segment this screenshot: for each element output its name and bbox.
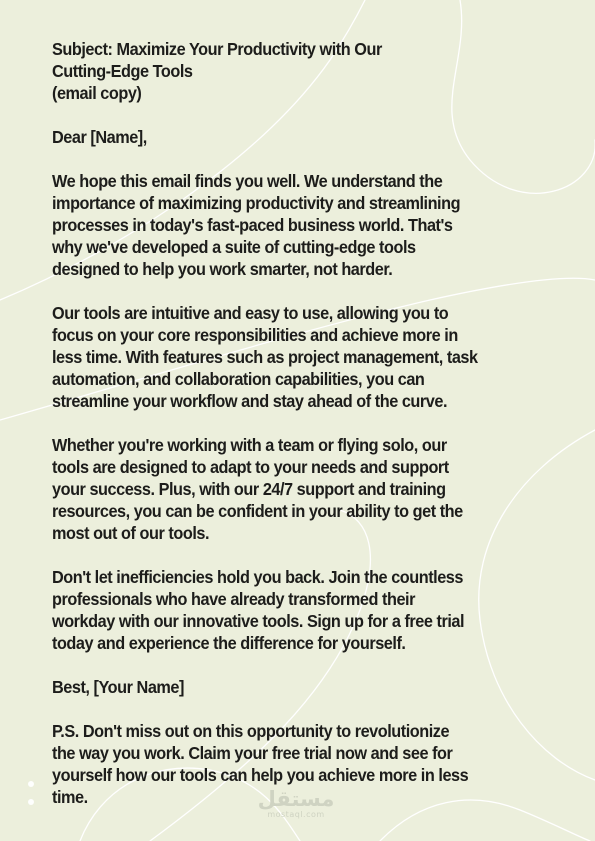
decor-dot bbox=[28, 781, 34, 787]
paragraph-line: Don't let inefficiencies hold you back. Join the countless bbox=[52, 567, 463, 587]
watermark-logo-text: مستقل bbox=[257, 787, 335, 811]
mostaql-watermark bbox=[256, 788, 336, 820]
signoff: Best, [Your Name] bbox=[52, 677, 184, 697]
paragraph-line: resources, you can be confident in your ability to get the bbox=[52, 501, 463, 521]
greeting: Dear [Name], bbox=[52, 127, 147, 147]
paragraph-line: designed to help you work smarter, not harder. bbox=[52, 259, 393, 279]
greeting-block bbox=[52, 126, 522, 148]
postscript-line: yourself how our tools can help you achieve more in less bbox=[52, 765, 469, 785]
subject-line: Cutting-Edge Tools bbox=[52, 61, 193, 81]
paragraph-line: professionals who have already transformed their bbox=[52, 589, 415, 609]
paragraph-line: automation, and collaboration capabilities, you can bbox=[52, 369, 425, 389]
paragraph-line: workday with our innovative tools. Sign up for a free trial bbox=[52, 611, 465, 631]
paragraph-1 bbox=[52, 170, 522, 280]
paragraph-line: tools are designed to adapt to your needs and support bbox=[52, 457, 449, 477]
postscript-line: time. bbox=[52, 787, 88, 807]
paragraph-line: focus on your core responsibilities and achieve more in bbox=[52, 325, 458, 345]
paragraph-line: why we've developed a suite of cutting-edge tools bbox=[52, 237, 416, 257]
paragraph-line: We hope this email finds you well. We understand the bbox=[52, 171, 443, 191]
paragraph-line: streamline your workflow and stay ahead of the curve. bbox=[52, 391, 448, 411]
postscript-line: P.S. Don't miss out on this opportunity to revolutionize bbox=[52, 721, 450, 741]
decorative-dots bbox=[28, 781, 34, 817]
paragraph-line: your success. Plus, with our 24/7 support and training bbox=[52, 479, 446, 499]
paragraph-line: processes in today's fast-paced business world. That's bbox=[52, 215, 453, 235]
signoff-block bbox=[52, 676, 522, 698]
decor-dot bbox=[28, 799, 34, 805]
paragraph-4 bbox=[52, 566, 522, 654]
paragraph-line: today and experience the difference for yourself. bbox=[52, 633, 406, 653]
watermark-domain: mostaql.com bbox=[267, 810, 325, 819]
paragraph-2 bbox=[52, 302, 522, 412]
paragraph-3 bbox=[52, 434, 522, 544]
paragraph-line: less time. With features such as project management, task bbox=[52, 347, 478, 367]
paragraph-line: Our tools are intuitive and easy to use, allowing you to bbox=[52, 303, 449, 323]
paragraph-line: most out of our tools. bbox=[52, 523, 210, 543]
email-copy bbox=[52, 38, 522, 830]
postscript-line: the way you work. Claim your free trial now and see for bbox=[52, 743, 453, 763]
paragraph-line: importance of maximizing productivity and streamlining bbox=[52, 193, 461, 213]
subject-line: Subject: Maximize Your Productivity with Our bbox=[52, 39, 382, 59]
subject-block bbox=[52, 38, 522, 104]
subject-note: (email copy) bbox=[52, 83, 142, 103]
paragraph-line: Whether you're working with a team or flying solo, our bbox=[52, 435, 447, 455]
